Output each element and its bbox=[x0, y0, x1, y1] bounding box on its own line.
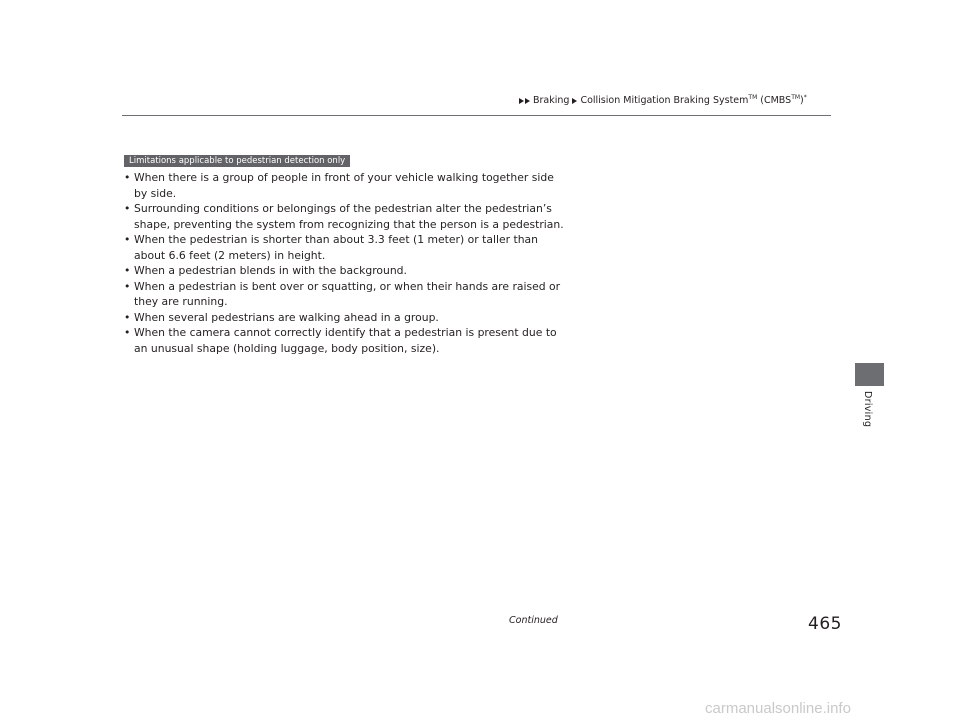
arrow-right-icon bbox=[519, 98, 524, 104]
breadcrumb bbox=[519, 95, 810, 106]
list-item: • When a pedestrian blends in with the background. bbox=[124, 263, 564, 279]
list-item: • When there is a group of people in front of your vehicle walking together side by side. bbox=[124, 170, 564, 201]
header-rule bbox=[122, 115, 831, 116]
breadcrumb-cmbs[interactable]: Collision Mitigation Braking System™ (CMBS™)* bbox=[580, 93, 807, 106]
list-item: • When the camera cannot correctly identify that a pedestrian is present due to an unusual shape (holding luggage, body position, size). bbox=[124, 325, 564, 356]
arrow-right-icon bbox=[525, 98, 530, 104]
section-tag: Limitations applicable to pedestrian detection only bbox=[124, 155, 350, 167]
arrow-right-icon bbox=[572, 98, 577, 104]
page-number: 465 bbox=[808, 614, 842, 634]
limitations-list bbox=[124, 170, 564, 356]
breadcrumb-braking[interactable]: Braking bbox=[533, 95, 570, 106]
list-item: • When a pedestrian is bent over or squatting, or when their hands are raised or they are running. bbox=[124, 279, 564, 310]
list-item: • When several pedestrians are walking ahead in a group. bbox=[124, 310, 564, 326]
chapter-label: Driving bbox=[862, 391, 873, 428]
list-item: • When the pedestrian is shorter than about 3.3 feet (1 meter) or taller than about 6.6 feet (2 meters) in height. bbox=[124, 232, 564, 263]
continued-label: Continued bbox=[509, 615, 558, 626]
list-item: • Surrounding conditions or belongings of the pedestrian alter the pedestrian’s shape, preventing the system from recognizing that the person is a pedestrian. bbox=[124, 201, 564, 232]
watermark: carmanualsonline.info bbox=[705, 700, 851, 717]
chapter-tab[interactable] bbox=[855, 363, 884, 386]
